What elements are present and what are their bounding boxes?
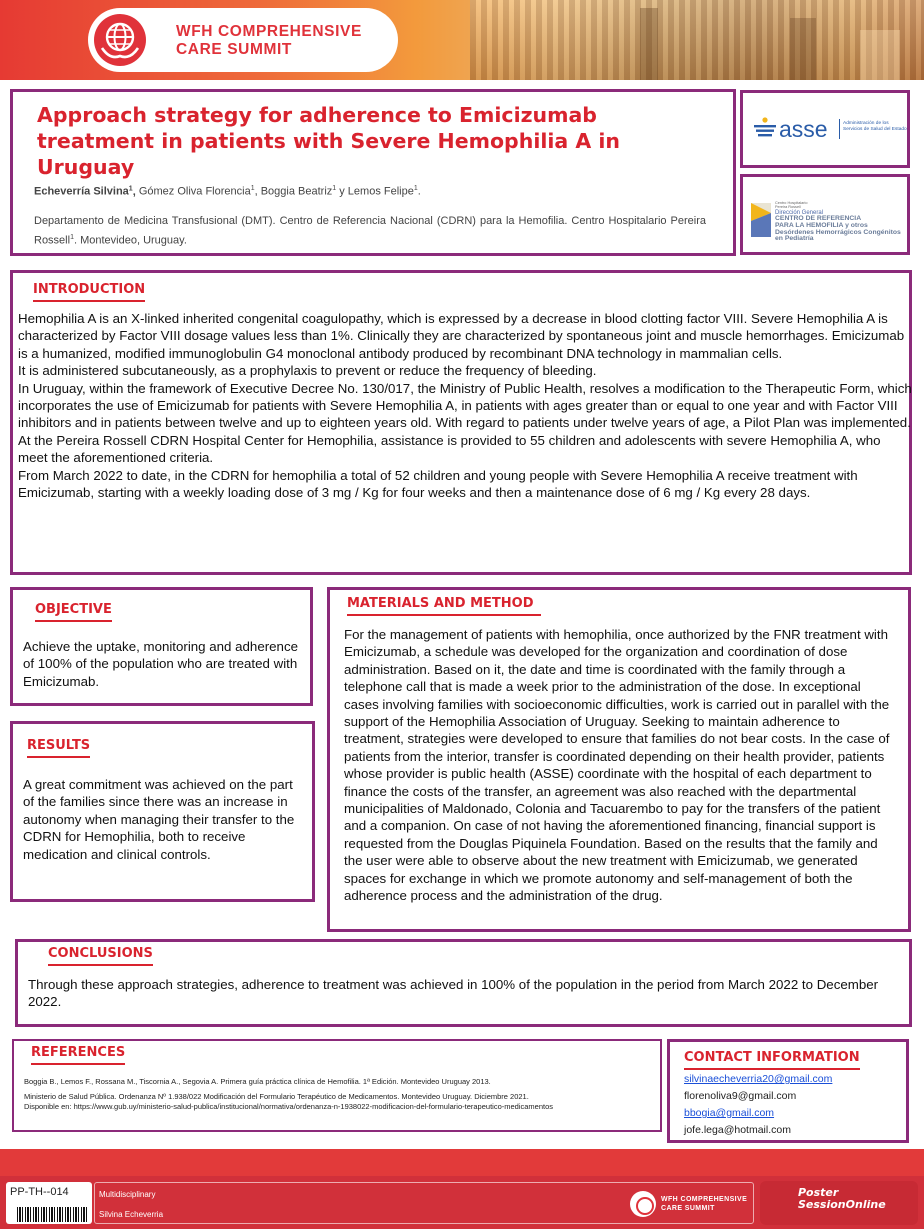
objective-heading: OBJECTIVE (35, 601, 112, 622)
wfh-logo (88, 8, 398, 72)
poster-session-online-logo[interactable]: Poster SessionOnline (760, 1181, 918, 1225)
asse-subtitle: Administración de los Servicios de Salud del Estado (843, 121, 907, 132)
asse-wordmark: asse (779, 116, 828, 142)
cdrn-emblem-icon (751, 203, 771, 237)
results-heading: RESULTS (27, 737, 90, 758)
logo-line-2: CARE SUMMIT (176, 41, 292, 58)
contact-email-link[interactable]: silvinaecheverria20@gmail.com (684, 1073, 833, 1085)
reference-1: Boggia B., Lemos F., Rossana M., Tiscornia A., Segovia A. Primera guía práctica clínica de Hemofilia. 1ª Edición. Montevideo Uruguay 2013. (24, 1077, 491, 1086)
contact-panel (667, 1039, 909, 1143)
cdrn-name: CENTRO DE REFERENCIA PARA LA HEMOFILIA y otros Desórdenes Hemorrágicos Congénitos en Pediatría (775, 215, 901, 243)
title-panel (10, 89, 736, 256)
globe-icon (630, 1191, 656, 1217)
introduction-text: Hemophilia A is an X-linked inherited congenital coagulopathy, which is expressed by a decrease in blood clotting factor VIII. Severe Hemophilia A is characterized by Factor VIII dosage values less than 1%. Clinically they are characterized by spontaneous joint and muscle hemorrhages. Emicizumab is a humanized, modified immunoglobulin G4 monoclonal antibody produced by recombinant DNA technology in mammalian cells. It is administered subcutaneously, as a prophylaxis to prevent or reduce the frequency of bleeding. In Uruguay, within the framework of Executive Decree No. 130/017, the Ministry of Public Health, resolves a modification to the Therapeutic Form, which incorporates the use of Emicizumab for patients with Severe Hemophilia A, in patients with ages greater than or equal to one year and with Factor VIII inhibitors and in patients between twelve and up to eighteen years old. With regard to patients under twelve years of age, a Pilot Plan was implemented. At the Pereira Rossell CDRN Hospital Center for Hemophilia, assistance is provided to 55 children and adolescents with severe Hemophilia A, who meet the aforementioned criteria. From March 2022 to date, in the CDRN for hemophilia a total of 52 children and young people with Severe Hemophilia A receive treatment with Emicizumab, starting with a weekly loading dose of 3 mg / Kg for four weeks and then a maintenance dose of 6 mg / Kg every 28 days. (18, 311, 912, 501)
skyline-building (790, 18, 816, 80)
introduction-panel (10, 270, 912, 575)
header-banner (0, 0, 924, 80)
barcode-icon (17, 1207, 89, 1222)
poster-code: PP-TH--014 (10, 1186, 69, 1198)
conclusions-text: Through these approach strategies, adherence to treatment was achieved in 100% of the population in the period from March 2022 to December 2022. (28, 977, 879, 1010)
contact-email-link[interactable]: bbogia@gmail.com (684, 1107, 775, 1119)
poster-title: Approach strategy for adherence to Emicizumab treatment in patients with Severe Hemophilia A in Uruguay (37, 103, 620, 179)
category-label: Multidisciplinary (99, 1190, 156, 1199)
asse-divider (839, 119, 840, 139)
materials-text: For the management of patients with hemophilia, once authorized by the FNR treatment with Emicizumab, a schedule was developed for the organization and coordination of dose administration. Based on it, the date and time is coordinated with the family through a telephone call that is made a week prior to the administration of the dose. In exceptional cases involving families with socioeconomic difficulties, work is carried out in parallel with the support of the Hemophilia Association of Uruguay. Seeking to maintain adherence to treatment, strategies were developed to ensure that families do not bear costs. In the case of patients from the interior, transfer is coordinated depending on their health provider, patients whose provider is public health (ASSE) coordinate with the hospital of each department to finance the costs of the transfer, an agreement was also reached with the departmental municipalities of Maldonado, Colonia and Tacuarembo to pay for the transfers of the patient and a companion. On case of not having the aforementioned financing, financial support is requested from the Douglas Piquinela Foundation. Based on the results that the family and the user were able to observe about the new treatment with Emicizumab, we generated spaces for exchange in which we promote autonomy and self-management of both the adherence process and the administration of the drug. (344, 627, 890, 904)
contact-heading: CONTACT INFORMATION (684, 1049, 860, 1070)
results-text: A great commitment was achieved on the part of the families since there was an increase in autonomy when managing their transfer to the CDRN for Hemophilia, both to receive medication and clinical controls. (23, 777, 295, 862)
references-panel (12, 1039, 662, 1132)
author-list: Echeverría Silvina$^1$, Gómez Oliva Florencia$^1$, Boggia Beatriz$^1$ y Lemos Felipe$^1$. (34, 185, 421, 198)
reference-2: Ministerio de Salud Pública. Ordenanza Nº 1.938/022 Modificación del Formulario Terapéutico de Medicamentos. Montevideo Uruguay. Diciembre 2021. Disponible en: https://www.gub.uy/ministerio-salud-publica/institucional/normativa/ordenanza-n-1938022-modificacion-del-formulario-terapeutico-medicamentos (24, 1092, 554, 1111)
conclusions-heading: CONCLUSIONS (48, 945, 153, 966)
cdrn-direction: Dirección General (775, 210, 824, 216)
objective-text: Achieve the uptake, monitoring and adherence of 100% of the population who are treated with Emicizumab. (23, 639, 298, 689)
logo-line-1: WFH COMPREHENSIVE (176, 23, 362, 40)
objective-panel (10, 587, 313, 706)
skyline-building (860, 30, 900, 80)
introduction-heading: INTRODUCTION (33, 281, 145, 302)
results-panel (10, 721, 315, 902)
city-skyline-image (470, 0, 924, 80)
asse-sun-icon (753, 117, 777, 141)
materials-method-panel (327, 587, 911, 932)
presenter-name: Silvina Echeverria (99, 1210, 164, 1219)
cdrn-small-text: Centro Hospitalario Pereira Rossell (775, 201, 808, 210)
conclusions-panel (15, 939, 912, 1027)
contact-email: jofe.lega@hotmail.com (684, 1124, 791, 1136)
contact-email: florenoliva9@gmail.com (684, 1090, 797, 1102)
globe-hands-icon (94, 14, 146, 66)
affiliation: Departamento de Medicina Transfusional (DMT). Centro de Referencia Nacional (CDRN) para la Hemofilia. Centro Hospitalario Pereira Rossell$^1$. Montevideo, Uruguay. (34, 215, 706, 247)
cdrn-logo-panel (740, 174, 910, 255)
materials-heading: MATERIALS AND METHOD (347, 595, 541, 616)
asse-logo-panel (740, 90, 910, 168)
references-heading: REFERENCES (31, 1044, 125, 1065)
skyline-building (640, 8, 658, 80)
footer-wfh-logo: WFH COMPREHENSIVE CARE SUMMIT (630, 1189, 754, 1221)
